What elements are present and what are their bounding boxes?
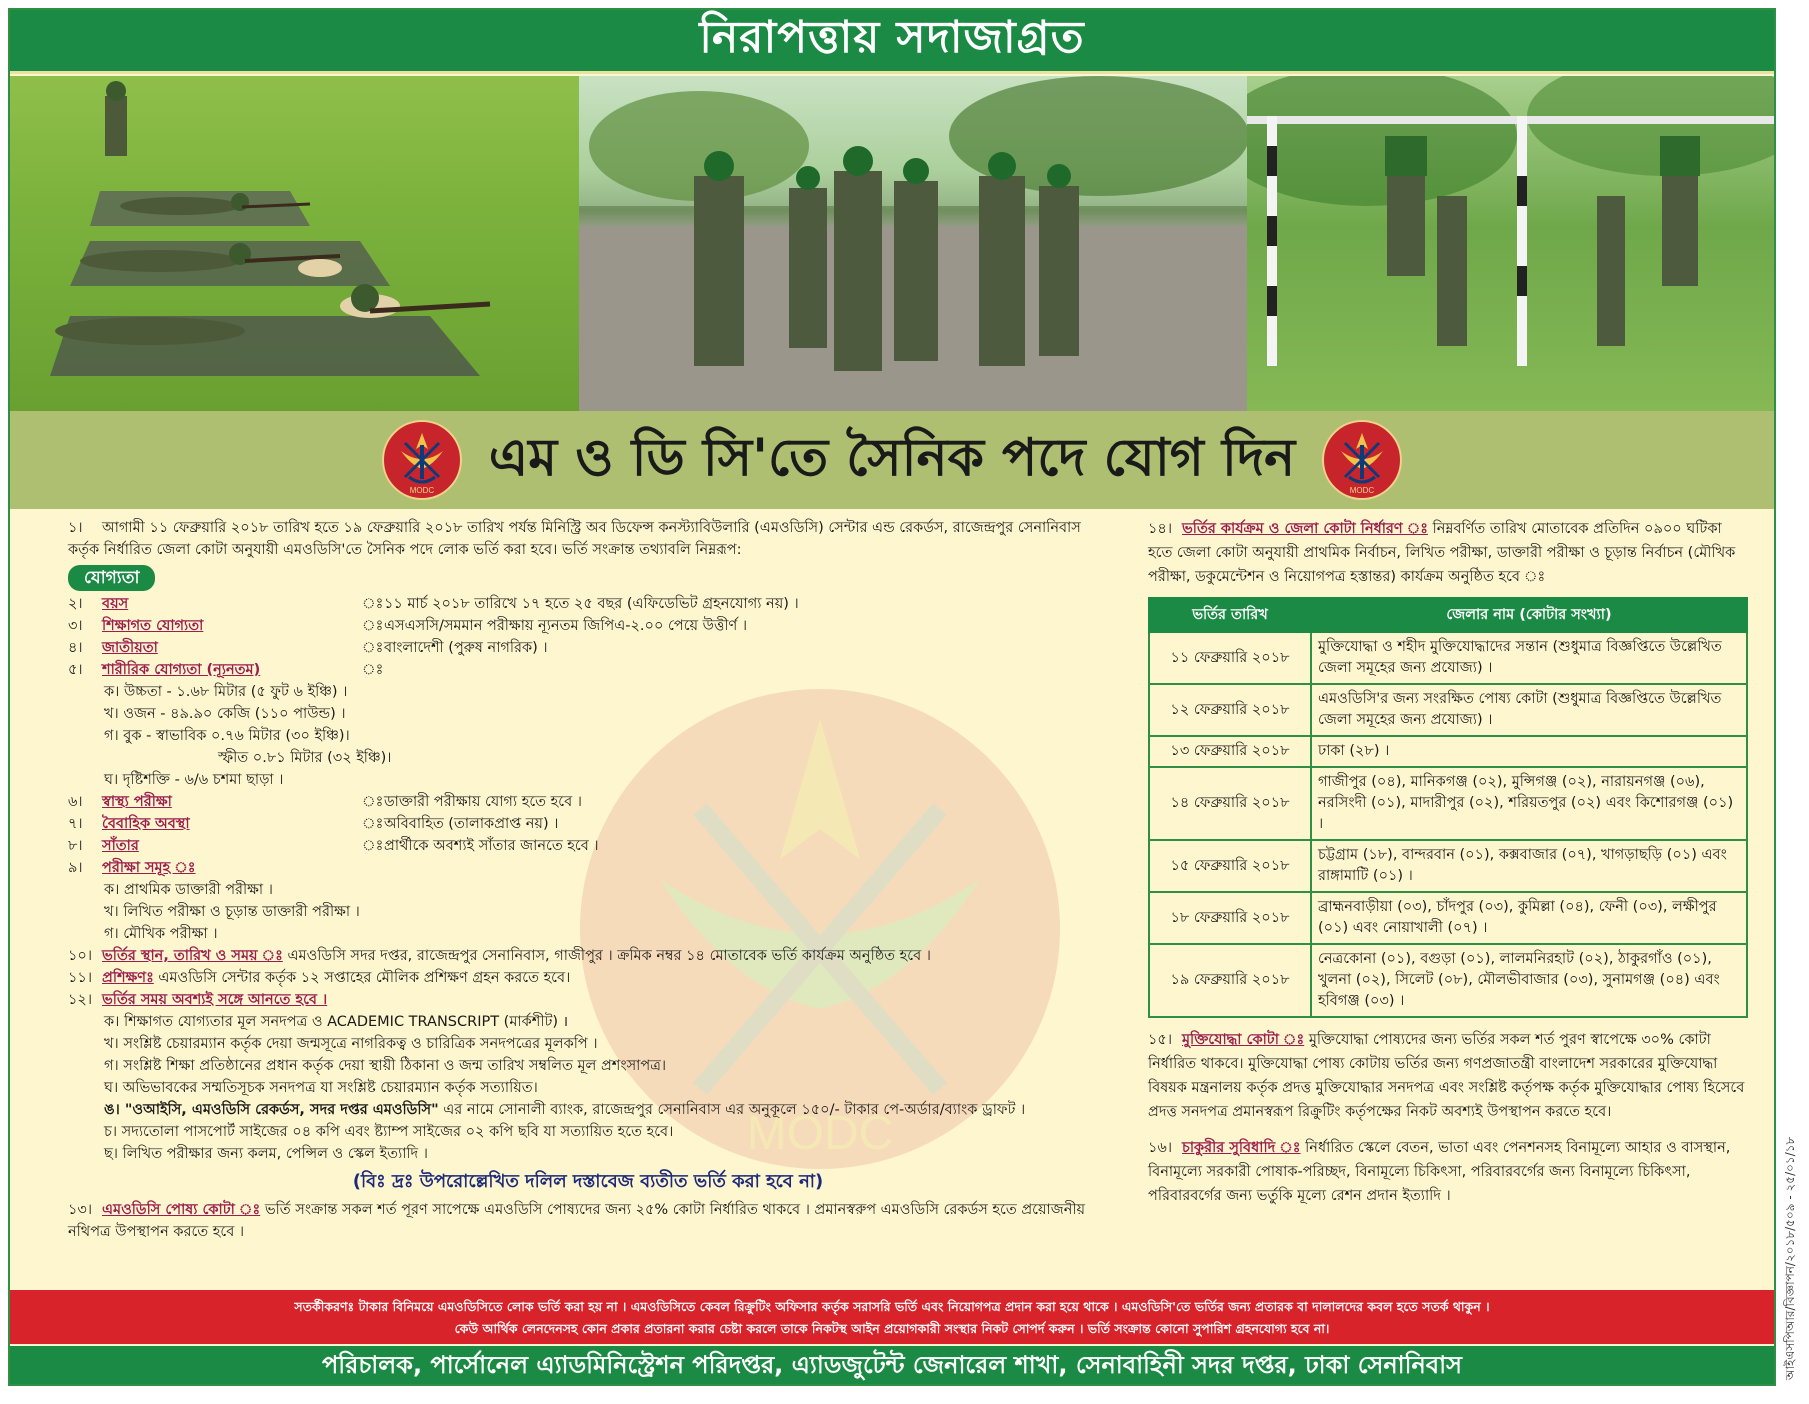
health-value: ডাক্তারী পরীক্ষায় যোগ্য হতে হবে ।: [384, 794, 582, 810]
row-date: ১৮ ফেব্রুয়ারি ২০১৮: [1149, 892, 1311, 944]
emblem-text: MODC: [1350, 486, 1375, 495]
document-line: চ। সদ্যতোলা পাসপোর্ট সাইজের ০৪ কপি এবং ষ্ট্যাম্প সাইজের ০২ কপি ছবি যা সত্যায়িত হতে হবে।: [104, 1124, 674, 1140]
health-row: ৬। স্বাস্থ্য পরীক্ষা ঃ ডাক্তারী পরীক্ষায় যোগ্য হতে হবে ।: [68, 791, 1108, 813]
documents-label: ভর্তির সময় অবশ্যই সঙ্গে আনতে হবে ।: [102, 992, 328, 1008]
venue-label: ভর্তির স্থান, তারিখ ও সময় ঃ: [102, 948, 283, 964]
warning-line-2: কেউ আর্থিক লেনদেনসহ কোন প্রকার প্রতারনা করার চেষ্টা করলে তাকে নিকটস্থ আইন প্রয়োগকারী সংস্থার নিকট সোপর্দ করুন । ভর্তি সংক্রান্ত কোনো সুপারিশ গ্রহনযোগ্য হবে না।: [454, 1321, 1330, 1336]
pullup-illustration: [1247, 76, 1774, 411]
document-line: ঘ। অভিভাবকের সম্মতিসূচক সনদপত্র যা সংশ্লিষ্ট চেয়ারম্যান কর্তৃক সত্যায়িত।: [104, 1080, 538, 1096]
item-number: ১।: [68, 520, 83, 536]
row-districts: মুক্তিযোদ্ধা ও শহীদ মুক্তিযোদ্ধাদের সন্তান (শুধুমাত্র বিজ্ঞপ্তিতে উল্লেখিত জেলা সমূহের জন্য প্রযোজ্য) ।: [1311, 632, 1747, 684]
row-districts: চট্টগ্রাম (১৮), বান্দরবান (০১), কক্সবাজার (০৭), খাগড়াছড়ি (০১) এবং রাঙ্গামাটি (০১) ।: [1311, 840, 1747, 892]
banner-title: নিরাপত্তায় সদাজাগ্রত: [699, 12, 1085, 63]
venue-value: এমওডিসি সদর দপ্তর, রাজেন্দ্রপুর সেনানিবাস, গাজীপুর । ক্রমিক নম্বর ১৪ মোতাবেক ভর্তি কার্যক্রম অনুষ্ঠিত হবে ।: [287, 948, 931, 964]
swimming-value: প্রার্থীকে অবশ্যই সাঁতার জানতে হবে ।: [384, 838, 599, 854]
recruitment-headline: এম ও ডি সি'তে সৈনিক পদে যোগ দিন: [488, 427, 1296, 488]
document-line-payorder: [68, 1099, 1108, 1121]
header-date: ভর্তির তারিখ: [1149, 598, 1311, 632]
benefits-paragraph: [1148, 1136, 1748, 1208]
eligibility-title: যোগ্যতা: [68, 565, 155, 591]
footer-text: পরিচালক, পার্সোনেল এ্যাডমিনিস্ট্রেশন পরিদপ্তর, এ্যাডজুটেন্ট জেনারেল শাখা, সেনাবাহিনী সদর দপ্তর, ঢাকা সেনানিবাস: [322, 1351, 1462, 1379]
table-row: [1149, 684, 1747, 736]
item-number: ১২।: [68, 992, 93, 1008]
payorder-bold: ঙ। "ওআইসি, এমওডিসি রেকর্ডস, সদর দপ্তর এমওডিসি": [104, 1102, 439, 1118]
training-label: প্রশিক্ষণঃ: [102, 970, 154, 986]
side-note: আইএসপিআর/বিজ্ঞাপন/২০১৮/৫০৯ - ২৫/০১/১৮: [1783, 1136, 1797, 1380]
warning-band: [10, 1290, 1774, 1344]
education-row: ৩। শিক্ষাগত যোগ্যতা ঃ এসএসসি/সমমান পরীক্ষায় ন্যূনতম জিপিএ-২.০০ পেয়ে উত্তীর্ণ ।: [68, 615, 1108, 637]
schedule-label: ভর্তির কার্যক্রম ও জেলা কোটা নির্ধারণ ঃ: [1182, 521, 1429, 537]
benefits-label: চাকুরীর সুবিধাদি ঃ: [1182, 1140, 1301, 1156]
row-date: ১৪ ফেব্রুয়ারি ২০১৮: [1149, 767, 1311, 840]
modc-quota-row: [68, 1199, 1108, 1243]
footer-band: [10, 1346, 1774, 1386]
item-number: ১৫।: [1148, 1032, 1173, 1048]
modc-quota-value: ভর্তি সংক্রান্ত সকল শর্ত পূরণ সাপেক্ষে এমওডিসি পোষ্যদের জন্য ২৫% কোটা নির্ধারিত থাকবে । প্রমানস্বরুপ এমওডিসি রেকর্ডস হতে প্রয়োজনীয় নথিপত্র উপস্থাপন করতে হবে ।: [68, 1202, 1086, 1240]
schedule-value: নিম্নবর্ণিত তারিখ মোতাবেক প্রতিদিন ০৯০০ ঘটিকা হতে জেলা কোটা অনুযায়ী প্রাথমিক নির্বাচন, লিখিত পরীক্ষা, ডাক্তারী পরীক্ষা ও চূড়ান্ত নির্বাচন (মৌখিক পরীক্ষা, ডকুমেন্টেশন ও নিয়োগপত্র হস্তান্তর) কার্যক্রম অনুষ্ঠিত হবে ঃ: [1148, 521, 1736, 585]
health-label: স্বাস্থ্য পরীক্ষা: [102, 794, 172, 810]
exams-row: [68, 857, 1108, 879]
nationality-label: জাতীয়তা: [102, 640, 158, 656]
swimming-row: ৮। সাঁতার ঃ প্রার্থীকে অবশ্যই সাঁতার জানতে হবে ।: [68, 835, 1108, 857]
item-number: ১০।: [68, 948, 93, 964]
education-value: এসএসসি/সমমান পরীক্ষায় ন্যূনতম জিপিএ-২.০০ পেয়ে উত্তীর্ণ ।: [384, 618, 748, 634]
item-number: ৮।: [68, 838, 83, 854]
physical-label: শারীরিক যোগ্যতা (ন্যূনতম): [102, 662, 261, 678]
freedom-quota-paragraph: [1148, 1028, 1748, 1124]
age-value: ১১ মার্চ ২০১৮ তারিখে ১৭ হতে ২৫ বছর (এফিডেভিট গ্রহনযোগ্য নয়) ।: [384, 596, 799, 612]
photo-marching-soldiers: [579, 76, 1247, 411]
document-line: খ। সংশ্লিষ্ট চেয়ারম্যান কর্তৃক দেয়া জন্মসূত্রে নাগরিকত্ব ও চারিত্রিক সনদপত্রের মূলকপি ।: [104, 1036, 598, 1052]
header-districts: জেলার নাম (কোটার সংখ্যা): [1311, 598, 1747, 632]
photo-shooting-practice: [10, 76, 579, 411]
row-date: ১২ ফেব্রুয়ারি ২০১৮: [1149, 684, 1311, 736]
modc-quota-label: এমওডিসি পোষ্য কোটা ঃ: [102, 1202, 261, 1218]
document-line: গ। সংশ্লিষ্ট শিক্ষা প্রতিষ্ঠানের প্রধান কর্তৃক দেয়া স্থায়ী ঠিকানা ও জন্ম তারিখ সম্বলিত মূল প্রশংসাপত্র।: [104, 1058, 667, 1074]
chest-line: গ। বুক - স্বাভাবিক ০.৭৬ মিটার (৩০ ইঞ্চি)।: [104, 728, 350, 744]
item-number: ৫।: [68, 662, 83, 678]
right-column: [1148, 517, 1748, 1208]
training-value: এমওডিসি সেন্টার কর্তৃক ১২ সপ্তাহের মৌলিক প্রশিক্ষণ গ্রহন করতে হবে।: [158, 970, 571, 986]
table-header-row: [1149, 598, 1747, 632]
document-line: ক। শিক্ষাগত যোগ্যতার মূল সনদপত্র ও ACADEMIC TRANSCRIPT (মার্কশীট) ।: [104, 1014, 569, 1030]
photo-pull-up-training: [1247, 76, 1774, 411]
freedom-quota-label: মুক্তিযোদ্ধা কোটা ঃ: [1182, 1032, 1305, 1048]
nationality-row: ৪। জাতীয়তা ঃ বাংলাদেশী (পুরুষ নাগরিক) ।: [68, 637, 1108, 659]
exam-line: গ। মৌখিক পরীক্ষা ।: [104, 926, 218, 942]
warning-line-1: সতর্কীকরণঃ টাকার বিনিময়ে এমওডিসিতে লোক ভর্তি করা হয় না । এমওডিসিতে কেবল রিক্রুটিং অফিসার কর্তৃক সরাসরি ভর্তি এবং নিয়োগপত্র প্রদান করা হয়ে থাকে । এমওডিসি'তে ভর্তির জন্য প্রতারক বা দালালদের কবল হতে সতর্ক থাকুন ।: [294, 1299, 1490, 1314]
exam-line: খ। লিখিত পরীক্ষা ও চূড়ান্ত ডাক্তারী পরীক্ষা ।: [104, 904, 360, 920]
table-row: [1149, 840, 1747, 892]
emblem-text: MODC: [409, 486, 434, 495]
item-number: ৩।: [68, 618, 83, 634]
benefits-value: নির্ধারিত স্কেলে বেতন, ভাতা এবং পেনশনসহ বিনামূল্যে আহার ও বাসস্থান, বিনামূল্যে সরকারী পোষাক-পরিচ্ছদ, বিনামূল্যে চিকিৎসা, পরিবারবর্গের জন্য বিনামূল্যে চিকিৎসা, পরিবারবর্গের জন্য ভর্তুকি মূল্যে রেশন প্রদান ইত্যাদি ।: [1148, 1140, 1731, 1204]
marital-value: অবিবাহিত (তালাকপ্রাপ্ত নয়) ।: [384, 816, 559, 832]
venue-row: [68, 945, 1108, 967]
eyesight-line: ঘ। দৃষ্টিশক্তি - ৬/৬ চশমা ছাড়া ।: [104, 772, 284, 788]
modc-emblem-left-icon: [381, 419, 463, 501]
marital-row: ৭। বৈবাহিক অবস্থা ঃ অবিবাহিত (তালাকপ্রাপ্ত নয়) ।: [68, 813, 1108, 835]
content-area: [10, 509, 1774, 1289]
item-number: ১১।: [68, 970, 93, 986]
row-date: ১৫ ফেব্রুয়ারি ২০১৮: [1149, 840, 1311, 892]
marital-label: বৈবাহিক অবস্থা: [102, 816, 190, 832]
shooting-practice-illustration: [10, 76, 579, 411]
row-date: ১১ ফেব্রুয়ারি ২০১৮: [1149, 632, 1311, 684]
photo-strip: [10, 76, 1774, 411]
freedom-quota-value: মুক্তিযোদ্ধা পোষ্যদের জন্য ভর্তির সকল শর্ত পুরণ স্বাপেক্ষে ৩০% কোটা নির্ধারিত থাকবে। মুক্তিযোদ্ধা পোষ্য কোটায় ভর্তির জন্য গণপ্রজাতন্ত্রী বাংলাদেশ সরকারের মুক্তিযোদ্ধা বিষয়ক মন্ত্রনালয় কর্তৃক প্রদত্ত মুক্তিযোদ্ধার সনদপত্র এবং সংশ্লিষ্ট কর্তৃপক্ষ কর্তৃক মুক্তিযোদ্ধার পোষ্য হিসেবে প্রদত্ত সনদপত্র প্রমানস্বরূপ রিক্রুটিং কর্তৃপক্ষের নিকট অবশ্যই উপস্থাপন করতে হবে।: [1148, 1032, 1745, 1120]
swimming-label: সাঁতার: [102, 838, 139, 854]
document-line: ছ। লিখিত পরীক্ষার জন্য কলম, পেন্সিল ও স্কেল ইত্যাদি ।: [104, 1146, 428, 1162]
exam-line: ক। প্রাথমিক ডাক্তারী পরীক্ষা ।: [104, 882, 273, 898]
table-row: [1149, 632, 1747, 684]
row-districts: গাজীপুর (০৪), মানিকগঞ্জ (০২), মুন্সিগঞ্জ (০২), নারায়নগঞ্জ (০৬), নরসিংদী (০১), মাদারীপুর (০২), শরিয়তপুর (০২) এবং কিশোরগঞ্জ (০১) ।: [1311, 767, 1747, 840]
table-row: [1149, 892, 1747, 944]
table-row: [1149, 767, 1747, 840]
headline-band: [10, 411, 1774, 509]
payorder-rest: এর নামে সোনালী ব্যাংক, রাজেন্দ্রপুর সেনানিবাস এর অনুকূলে ১৫০/- টাকার পে-অর্ডার/ব্যাংক ড্রাফট ।: [443, 1102, 1026, 1118]
row-districts: নেত্রকোনা (০১), বগুড়া (০১), লালমনিরহাট (০২), ঠাকুরগাঁও (০১), খুলনা (০২), সিলেট (০৮), মৌলভীবাজার (০৩), সুনামগঞ্জ (০৪) এবং হবিগঞ্জ (০৩) ।: [1311, 944, 1747, 1017]
table-row: [1149, 944, 1747, 1017]
top-banner: [10, 10, 1774, 74]
district-quota-table: [1148, 597, 1748, 1018]
nationality-value: বাংলাদেশী (পুরুষ নাগরিক) ।: [384, 640, 548, 656]
documents-notice: (বিঃ দ্রঃ উপরোল্লেখিত দলিল দস্তাবেজ ব্যতীত ভর্তি করা হবে না): [352, 1171, 824, 1192]
row-districts: ব্রাহ্মনবাড়ীয়া (০৩), চাঁদপুর (০৩), কুমিল্লা (০৪), ফেনী (০৩), লক্ষীপুর (০১) এবং নোয়াখালী (০৭) ।: [1311, 892, 1747, 944]
weight-line: খ। ওজন - ৪৯.৯০ কেজি (১১০ পাউন্ড) ।: [104, 706, 346, 722]
poster-frame: [8, 8, 1776, 1386]
intro-paragraph: [68, 517, 1108, 561]
exams-label: পরীক্ষা সমূহ ঃ: [102, 860, 196, 876]
row-districts: এমওডিসি'র জন্য সংরক্ষিত পোষ্য কোটা (শুধুমাত্র বিজ্ঞপ্তিতে উল্লেখিত জেলা সমূহের জন্য প্রযোজ্য) ।: [1311, 684, 1747, 736]
chest-expanded-line: স্ফীত ০.৮১ মিটার (৩২ ইঞ্চি)।: [218, 750, 392, 766]
documents-row: [68, 989, 1108, 1011]
physical-row: ৫। শারীরিক যোগ্যতা (ন্যূনতম) ঃ: [68, 659, 1108, 681]
item-number: ১৪।: [1148, 521, 1173, 537]
age-row: ২। বয়স ঃ ১১ মার্চ ২০১৮ তারিখে ১৭ হতে ২৫ বছর (এফিডেভিট গ্রহনযোগ্য নয়) ।: [68, 593, 1108, 615]
training-row: [68, 967, 1108, 989]
height-line: ক। উচ্চতা - ১.৬৮ মিটার (৫ ফুট ৬ ইঞ্চি) ।: [104, 684, 348, 700]
watermark-text: MODC: [746, 1107, 894, 1160]
modc-emblem-right-icon: [1321, 419, 1403, 501]
age-label: বয়স: [102, 596, 129, 612]
item-number: ৬।: [68, 794, 83, 810]
education-label: শিক্ষাগত যোগ্যতা: [102, 618, 204, 634]
schedule-paragraph: [1148, 517, 1748, 589]
left-column: [68, 517, 1108, 1243]
row-districts: ঢাকা (২৮) ।: [1311, 736, 1747, 767]
table-row: [1149, 736, 1747, 767]
item-number: ১৬।: [1148, 1140, 1173, 1156]
row-date: ১৩ ফেব্রুয়ারি ২০১৮: [1149, 736, 1311, 767]
item-number: ৪।: [68, 640, 83, 656]
item-number: ২।: [68, 596, 83, 612]
item-number: ১৩।: [68, 1202, 93, 1218]
item-number: ৭।: [68, 816, 83, 832]
marching-illustration: [579, 76, 1247, 411]
row-date: ১৯ ফেব্রুয়ারি ২০১৮: [1149, 944, 1311, 1017]
item-number: ৯।: [68, 860, 83, 876]
intro-text: আগামী ১১ ফেব্রুয়ারি ২০১৮ তারিখ হতে ১৯ ফেব্রুয়ারি ২০১৮ তারিখ পর্যন্ত মিনিস্ট্রি অব ডিফেন্স কনস্ট্যাবিউলারি (এমওডিসি) সেন্টার এন্ড রেকর্ডস, রাজেন্দ্রপুর সেনানিবাস কর্তৃক নির্ধারিত জেলা কোটা অনুযায়ী এমওডিসি'তে সৈনিক পদে লোক ভর্তি করা হবে। ভর্তি সংক্রান্ত তথ্যাবলি নিম্নরূপ:: [68, 520, 1081, 558]
